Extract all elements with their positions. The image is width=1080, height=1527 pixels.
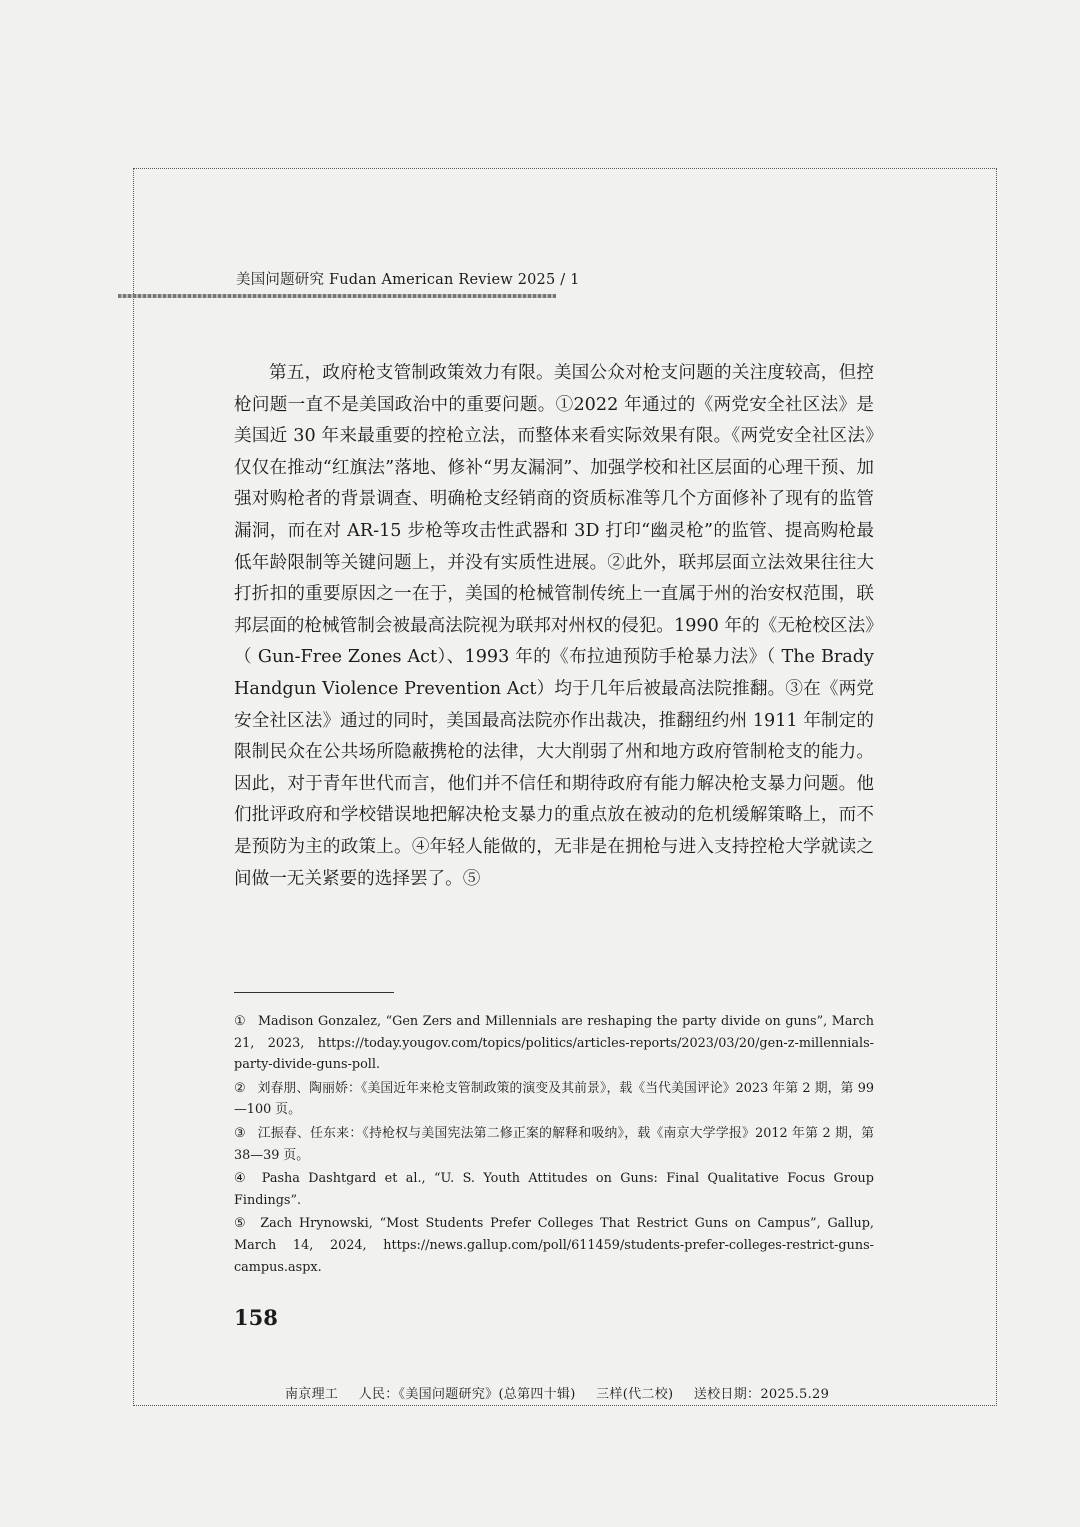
footnote-mark: ① (234, 1014, 246, 1029)
footnote-2 (234, 1078, 874, 1121)
footnote-text: 江振春、任东来：《持枪权与美国宪法第二修正案的解释和吸纳》，载《南京大学学报》2012 年第 2 期，第 38—39 页。 (234, 1125, 874, 1163)
footnote-separator (234, 992, 394, 993)
proof-info (285, 1383, 845, 1402)
footnote-mark: ④ (234, 1171, 250, 1187)
proof-unit: 南京理工 (285, 1387, 339, 1402)
footnote-3 (234, 1123, 874, 1166)
proof-date: 送校日期：2025.5.29 (693, 1387, 830, 1402)
footnotes (234, 1011, 874, 1280)
footnote-text: Pasha Dashtgard et al., “U. S. Youth Attitudes on Guns: Final Qualitative Focus Group Findings”. (234, 1171, 874, 1208)
proof-stage: 三样(代二校) (596, 1387, 674, 1402)
body-paragraph: 第五，政府枪支管制政策效力有限。美国公众对枪支问题的关注度较高，但控枪问题一直不是美国政治中的重要问题。①2022 年通过的《两党安全社区法》是美国近 30 年来最重要的控枪立法，而整体来看实际效果有限。《两党安全社区法》仅仅在推动“红旗法”落地、修补“男友漏洞”、加强学校和社区层面的心理干预、加强对购枪者的背景调查、明确枪支经销商的资质标准等几个方面修补了现有的监管漏洞，而在对 AR-15 步枪等攻击性武器和 3D 打印“幽灵枪”的监管、提高购枪最低年龄限制等关键问题上，并没有实质性进展。②此外，联邦层面立法效果往往大打折扣的重要原因之一在于，美国的枪械管制传统上一直属于州的治安权范围，联邦层面的枪械管制会被最高法院视为联邦对州权的侵犯。1990 年的《无枪校区法》（ Gun-Free Zones Act）、1993 年的《布拉迪预防手枪暴力法》（ The Brady Handgun Violence Prevention Act）均于几年后被最高法院推翻。③在《两党安全社区法》通过的同时，美国最高法院亦作出裁决，推翻纽约州 1911 年制定的限制民众在公共场所隐蔽携枪的法律，大大削弱了州和地方政府管制枪支的能力。因此，对于青年世代而言，他们并不信任和期待政府有能力解决枪支暴力问题。他们批评政府和学校错误地把解决枪支暴力的重点放在被动的危机缓解策略上，而不是预防为主的政策上。④年轻人能做的，无非是在拥枪与进入支持控枪大学就读之间做一无关紧要的选择罢了。⑤ (234, 363, 874, 889)
proof-publisher: 人民：《美国问题研究》(总第四十辑) (358, 1387, 576, 1402)
footnote-text: 刘春朋、陶丽娇：《美国近年来枪支管制政策的演变及其前景》，载《当代美国评论》2023 年第 2 期，第 99—100 页。 (234, 1080, 874, 1118)
footnote-mark: ③ (234, 1125, 246, 1141)
footnote-text: Madison Gonzalez, “Gen Zers and Millennials are reshaping the party divide on guns”, March 21, 2023, https://today.yougov.com/topics/politics/articles-reports/2023/03/20/gen-z-millennials-party-divide-guns-poll. (234, 1014, 874, 1073)
footnote-5 (234, 1213, 874, 1278)
footnote-4 (234, 1168, 874, 1211)
header-rule (118, 294, 556, 298)
page-number: 158 (234, 1305, 278, 1330)
footnote-1 (234, 1011, 874, 1076)
footnote-mark: ② (234, 1080, 246, 1096)
footnote-text: Zach Hrynowski, “Most Students Prefer Colleges That Restrict Guns on Campus”, Gallup, March 14, 2024, https://news.gallup.com/poll/611459/students-prefer-colleges-restrict-guns-campus.aspx. (234, 1216, 874, 1275)
running-head: 美国问题研究 Fudan American Review 2025 / 1 (236, 272, 580, 288)
footnote-mark: ⑤ (234, 1216, 249, 1232)
body-text (234, 358, 874, 895)
